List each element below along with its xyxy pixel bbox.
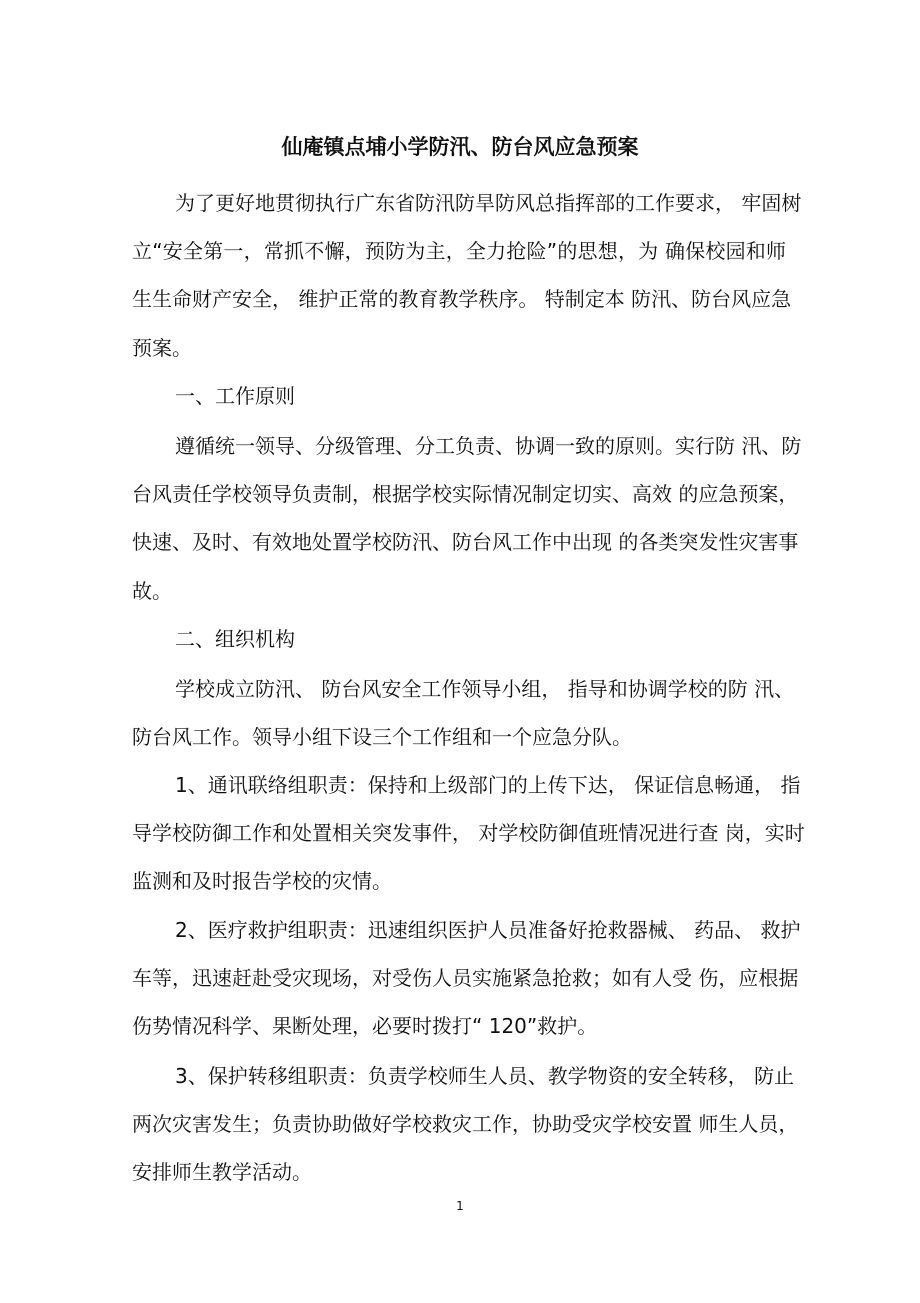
text-line: 3、保护转移组职责：负责学校师生人员、教学物资的安全转移， 防止 <box>175 1064 795 1088</box>
text-line: 伤势情况科学、果断处理，必要时拨打“ 120”救护。 <box>132 1014 598 1038</box>
text-line: 2、医疗救护组职责：迅速组织医护人员准备好抢救器械、 药品、 救护 <box>175 918 801 942</box>
section-heading-organization: 二、组织机构 <box>175 627 295 651</box>
text-line: 安排师生教学活动。 <box>132 1160 312 1184</box>
text-line: 为了更好地贯彻执行广东省防汛防旱防风总指挥部的工作要求， 牢固树 <box>175 191 802 215</box>
text-line: 监测和及时报告学校的灾情。 <box>132 869 392 893</box>
text-line: 遵循统一领导、分级管理、分工负责、协调一致的原则。实行防 汛、防 <box>175 434 802 458</box>
section-heading-work-principles: 一、工作原则 <box>175 384 295 408</box>
text-line: 快速、及时、有效地处置学校防汛、防台风工作中出现 的各类突发性灾害事 <box>132 530 799 554</box>
document-title: 仙庵镇点埔小学防汛、防台风应急预案 <box>281 135 639 160</box>
text-line: 台风责任学校领导负责制，根据学校实际情况制定切实、高效 的应急预案， <box>132 482 799 506</box>
text-line: 立“安全第一，常抓不懈，预防为主，全力抢险”的思想，为 确保校园和师 <box>132 239 786 263</box>
text-line: 故。 <box>132 579 172 603</box>
text-line: 防台风工作。领导小组下设三个工作组和一个应急分队。 <box>132 725 632 749</box>
page-number: 1 <box>456 1199 464 1213</box>
text-line: 生生命财产安全， 维护正常的教育教学秩序。 特制定本 防汛、防台风应急 <box>132 287 792 311</box>
text-line: 车等，迅速赶赴受灾现场，对受伤人员实施紧急抢救；如有人受 伤，应根据 <box>132 966 799 990</box>
text-line: 两次灾害发生；负责协助做好学校救灾工作，协助受灾学校安置 师生人员， <box>132 1112 799 1136</box>
text-line: 1、通讯联络组职责：保持和上级部门的上传下达， 保证信息畅通， 指 <box>175 773 801 797</box>
text-line: 导学校防御工作和处置相关突发事件， 对学校防御值班情况进行查 岗，实时 <box>132 821 805 845</box>
text-line: 预案。 <box>132 336 192 360</box>
text-line: 学校成立防汛、 防台风安全工作领导小组， 指导和协调学校的防 汛、 <box>175 677 795 701</box>
